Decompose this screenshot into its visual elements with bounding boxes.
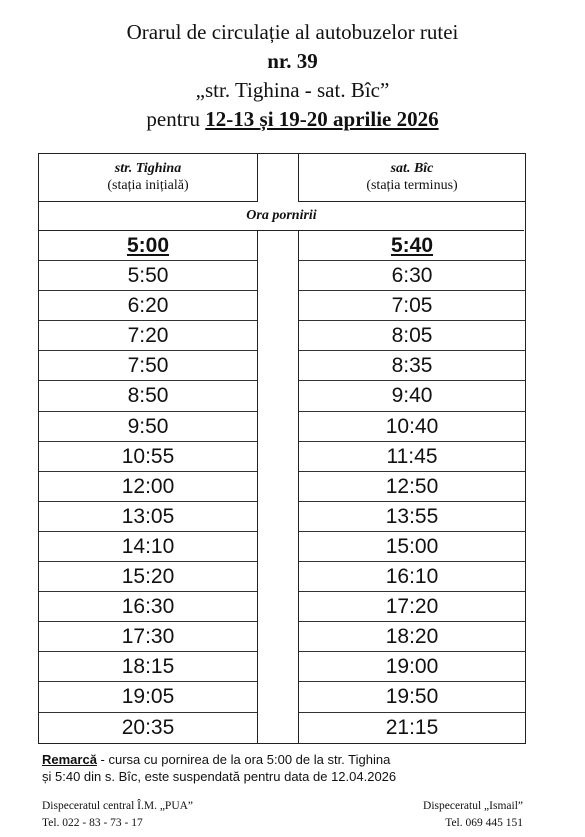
tighina-time-cell: 7:20 bbox=[39, 321, 257, 351]
tighina-time-cell: 12:00 bbox=[39, 472, 257, 502]
title-line-1: Orarul de circulație al autobuzelor rutei bbox=[126, 20, 459, 44]
bic-time-cell: 19:00 bbox=[299, 652, 525, 682]
bic-time-cell: 5:40 bbox=[299, 231, 525, 261]
tighina-time-cell: 5:50 bbox=[39, 261, 257, 291]
bic-time-cell: 15:00 bbox=[299, 532, 525, 562]
tighina-time-cell: 7:50 bbox=[39, 351, 257, 381]
bic-time-cell: 19:50 bbox=[299, 682, 525, 712]
schedule-table bbox=[38, 153, 526, 744]
remark-line-1 bbox=[42, 751, 562, 768]
dates-prefix: pentru bbox=[146, 107, 206, 131]
central-dispatcher-name: Dispeceratul central Î.M. „PUA” bbox=[42, 800, 194, 812]
tighina-time-cell: 18:15 bbox=[39, 652, 257, 682]
right-column-header bbox=[298, 154, 525, 202]
right-stop-name: sat. Bîc bbox=[390, 161, 434, 176]
tighina-time-cell: 6:20 bbox=[39, 291, 257, 321]
tighina-time-cell: 13:05 bbox=[39, 502, 257, 532]
bic-time-cell: 7:05 bbox=[299, 291, 525, 321]
title-dates-line bbox=[0, 105, 585, 134]
bic-time-cell: 10:40 bbox=[299, 412, 525, 442]
central-dispatcher bbox=[42, 798, 193, 832]
remark-label: Remarcă bbox=[42, 752, 97, 767]
remark-text-2: și 5:40 din s. Bîc, este suspendată pentru data de 12.04.2026 bbox=[42, 769, 397, 784]
bic-time-cell: 18:20 bbox=[299, 622, 525, 652]
ismail-dispatcher-name: Dispeceratul „Ismail” bbox=[423, 800, 523, 812]
central-dispatcher-phone: Tel. 022 - 83 - 73 - 17 bbox=[42, 817, 143, 829]
bic-time-cell: 17:20 bbox=[299, 592, 525, 622]
tighina-time-cell: 10:55 bbox=[39, 442, 257, 472]
tighina-time-cell: 15:20 bbox=[39, 562, 257, 592]
tighina-time-cell: 8:50 bbox=[39, 381, 257, 411]
remark-text-1: - cursa cu pornirea de la ora 5:00 de la str. Tighina bbox=[96, 752, 391, 767]
bic-time-cell: 6:30 bbox=[299, 261, 525, 291]
tighina-time-cell: 17:30 bbox=[39, 622, 257, 652]
right-times-column bbox=[298, 231, 525, 743]
tighina-time-cell: 9:50 bbox=[39, 412, 257, 442]
route-name: „str. Tighina - sat. Bîc” bbox=[195, 78, 390, 102]
bic-time-cell: 8:05 bbox=[299, 321, 525, 351]
bic-time-cell: 13:55 bbox=[299, 502, 525, 532]
tighina-time-cell: 20:35 bbox=[121, 715, 175, 739]
tighina-time-cell: 16:30 bbox=[39, 592, 257, 622]
ismail-dispatcher-phone: Tel. 069 445 151 bbox=[445, 817, 523, 829]
tighina-time-cell: 19:05 bbox=[39, 682, 257, 712]
left-column-header bbox=[39, 154, 258, 202]
left-stop-name: str. Tighina bbox=[114, 161, 182, 176]
schedule-dates: 12-13 și 19-20 aprilie 2026 bbox=[205, 107, 439, 131]
ismail-dispatcher bbox=[423, 798, 523, 832]
remark-note bbox=[42, 751, 562, 785]
bic-time-cell: 11:45 bbox=[299, 442, 525, 472]
departure-time-subheader: Ora pornirii bbox=[39, 202, 524, 231]
schedule-title bbox=[0, 18, 585, 134]
bic-time-cell: 9:40 bbox=[299, 381, 525, 411]
tighina-time-cell: 14:10 bbox=[39, 532, 257, 562]
tighina-time-cell: 5:00 bbox=[39, 231, 257, 261]
left-stop-type: (stația inițială) bbox=[107, 178, 189, 193]
bic-time-cell: 12:50 bbox=[299, 472, 525, 502]
route-number: nr. 39 bbox=[267, 49, 318, 73]
right-stop-type: (stația terminus) bbox=[366, 178, 458, 193]
left-times-column bbox=[39, 231, 258, 743]
bic-time-cell: 8:35 bbox=[299, 351, 525, 381]
bic-time-cell: 21:15 bbox=[385, 715, 439, 739]
bic-time-cell: 16:10 bbox=[299, 562, 525, 592]
